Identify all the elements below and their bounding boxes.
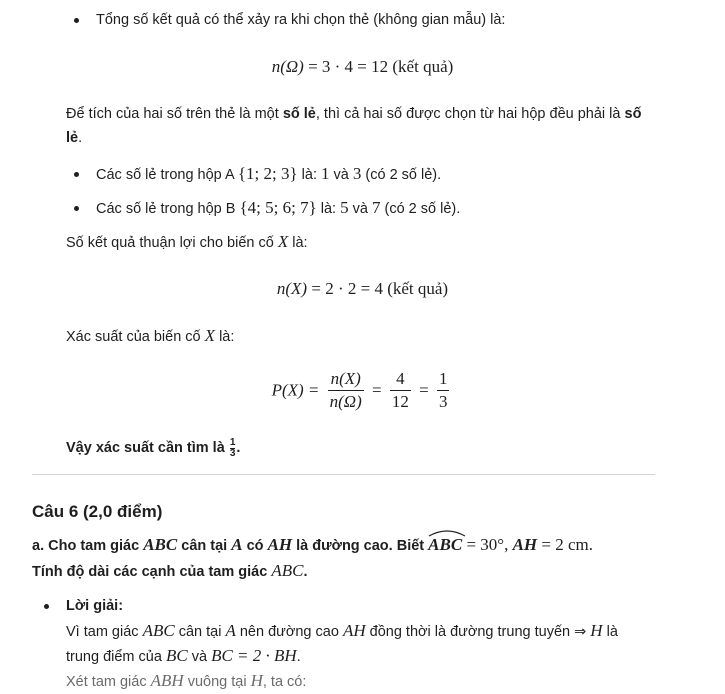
text: Các số lẻ trong hộp A: [96, 167, 238, 183]
solution-line-2: [66, 644, 301, 669]
conclusion: [66, 436, 665, 460]
text: .: [78, 130, 83, 146]
text: Các số lẻ trong hộp B: [96, 201, 240, 217]
paragraph-odd-product: [66, 102, 665, 126]
math-var: X: [204, 326, 216, 345]
math-set: {1; 2; 3}: [237, 164, 298, 183]
formula-rhs: = 2 · 2 = 4 (kết quả): [307, 279, 449, 298]
bold-text: số lẻ: [282, 106, 316, 122]
text: Xét tam giác: [66, 674, 151, 690]
text: Tổng số kết quả có thể xảy ra khi chọn thẻ (không gian mẫu) là:: [96, 12, 506, 28]
math-value: = 30°,: [462, 535, 513, 554]
formula-lhs: P(X) =: [271, 380, 320, 400]
text: là đường cao. Biết: [292, 538, 429, 554]
math-var: X: [277, 232, 289, 251]
math-value: = 2 cm.: [537, 535, 593, 554]
text: là:: [316, 201, 341, 217]
text: (có 2 số lẻ).: [380, 201, 461, 217]
math-number: 5: [340, 198, 349, 217]
numerator: 1: [437, 368, 450, 391]
bullet-dot: [74, 18, 79, 23]
bullet-box-a: [96, 162, 441, 187]
text: là:: [215, 329, 235, 345]
solution-label: Lời giải:: [66, 598, 124, 614]
math-var: H: [590, 621, 603, 640]
denominator: n(Ω): [329, 392, 362, 411]
angle-hat-icon: [428, 529, 466, 537]
math-number: 7: [371, 198, 381, 217]
paragraph-probability: [66, 324, 665, 349]
bullet-dot: [74, 172, 79, 177]
text: Số kết quả thuận lợi cho biến cố: [66, 235, 278, 251]
formula-lhs: n(X): [276, 279, 308, 298]
text: có: [242, 538, 268, 554]
text: .: [303, 564, 308, 580]
text: và: [329, 167, 353, 183]
math-var: A: [225, 621, 236, 640]
math-var: AH: [512, 535, 538, 554]
math-var: ABH: [150, 671, 184, 690]
text: Xác suất của biến cố: [66, 329, 205, 345]
fraction: [390, 368, 411, 413]
text: Vì tam giác: [66, 624, 143, 640]
text: và: [348, 201, 372, 217]
math-var: AH: [267, 535, 293, 554]
solution-line-3: [66, 669, 306, 694]
formula-sample-space: [0, 57, 725, 77]
text: cân tại: [177, 538, 232, 554]
question-text: [32, 533, 593, 558]
equals: =: [419, 380, 429, 400]
numerator: n(X): [328, 368, 364, 391]
text: a. Cho tam giác: [32, 538, 144, 554]
question-heading: Câu 6 (2,0 điểm): [32, 502, 163, 521]
fraction: [328, 368, 364, 413]
equals: =: [372, 380, 382, 400]
paragraph-odd-product-cont: [66, 126, 665, 150]
math-var: ABC: [143, 535, 178, 554]
question-text-cont: [32, 559, 307, 584]
text: trung điểm của: [66, 649, 166, 665]
formula-favorable: [0, 279, 725, 299]
math-var: ABC: [142, 621, 175, 640]
math-var: H: [250, 671, 263, 690]
math-var: AH: [342, 621, 366, 640]
text: là:: [297, 167, 322, 183]
numerator: 4: [390, 368, 411, 391]
bullet-dot: [74, 206, 79, 211]
text: .: [296, 649, 301, 665]
math-var: ABC: [428, 535, 463, 554]
text: vuông tại: [183, 674, 251, 690]
text: là:: [288, 235, 308, 251]
math-var: BC: [165, 646, 188, 665]
text: , ta có:: [262, 674, 307, 690]
math-set: {4; 5; 6; 7}: [239, 198, 317, 217]
formula-rhs: = 3 · 4 = 12 (kết quả): [303, 57, 454, 76]
math-equation: BC = 2 · BH: [211, 646, 297, 665]
math-var: A: [231, 535, 243, 554]
math-number: 3: [352, 164, 362, 183]
text: , thì cả hai số được chọn từ hai hộp đều phải là: [315, 106, 625, 122]
formula-lhs: n(Ω): [271, 57, 304, 76]
text: nên đường cao: [235, 624, 343, 640]
bullet-dot: [44, 604, 49, 609]
text: cân tại: [174, 624, 226, 640]
math-var: ABC: [271, 561, 304, 580]
angle-abc: [428, 533, 462, 557]
denominator: 12: [391, 392, 409, 411]
denominator: 3: [229, 447, 236, 459]
section-divider: [32, 474, 655, 475]
denominator: 3: [438, 392, 448, 411]
numerator: 1: [229, 436, 236, 448]
small-fraction: [230, 438, 236, 459]
text: và: [187, 649, 212, 665]
text: là: [602, 624, 618, 640]
text: (có 2 số lẻ).: [361, 167, 442, 183]
math-number: 1: [321, 164, 330, 183]
formula-probability: [0, 368, 725, 413]
fraction: [437, 368, 450, 413]
text: Để tích của hai số trên thẻ là một: [66, 106, 283, 122]
bullet-box-b: [96, 196, 460, 221]
bullet-sample-space: [96, 8, 505, 32]
bold-text: lẻ: [66, 130, 79, 146]
text: Tính độ dài các cạnh của tam giác: [32, 564, 272, 580]
text: .: [236, 440, 241, 456]
text: đồng thời là đường trung tuyến ⇒: [365, 624, 591, 640]
text: Vậy xác suất cần tìm là: [66, 440, 229, 456]
bold-text: số: [624, 106, 642, 122]
paragraph-favorable: [66, 230, 665, 255]
solution-line-1: [66, 619, 618, 644]
